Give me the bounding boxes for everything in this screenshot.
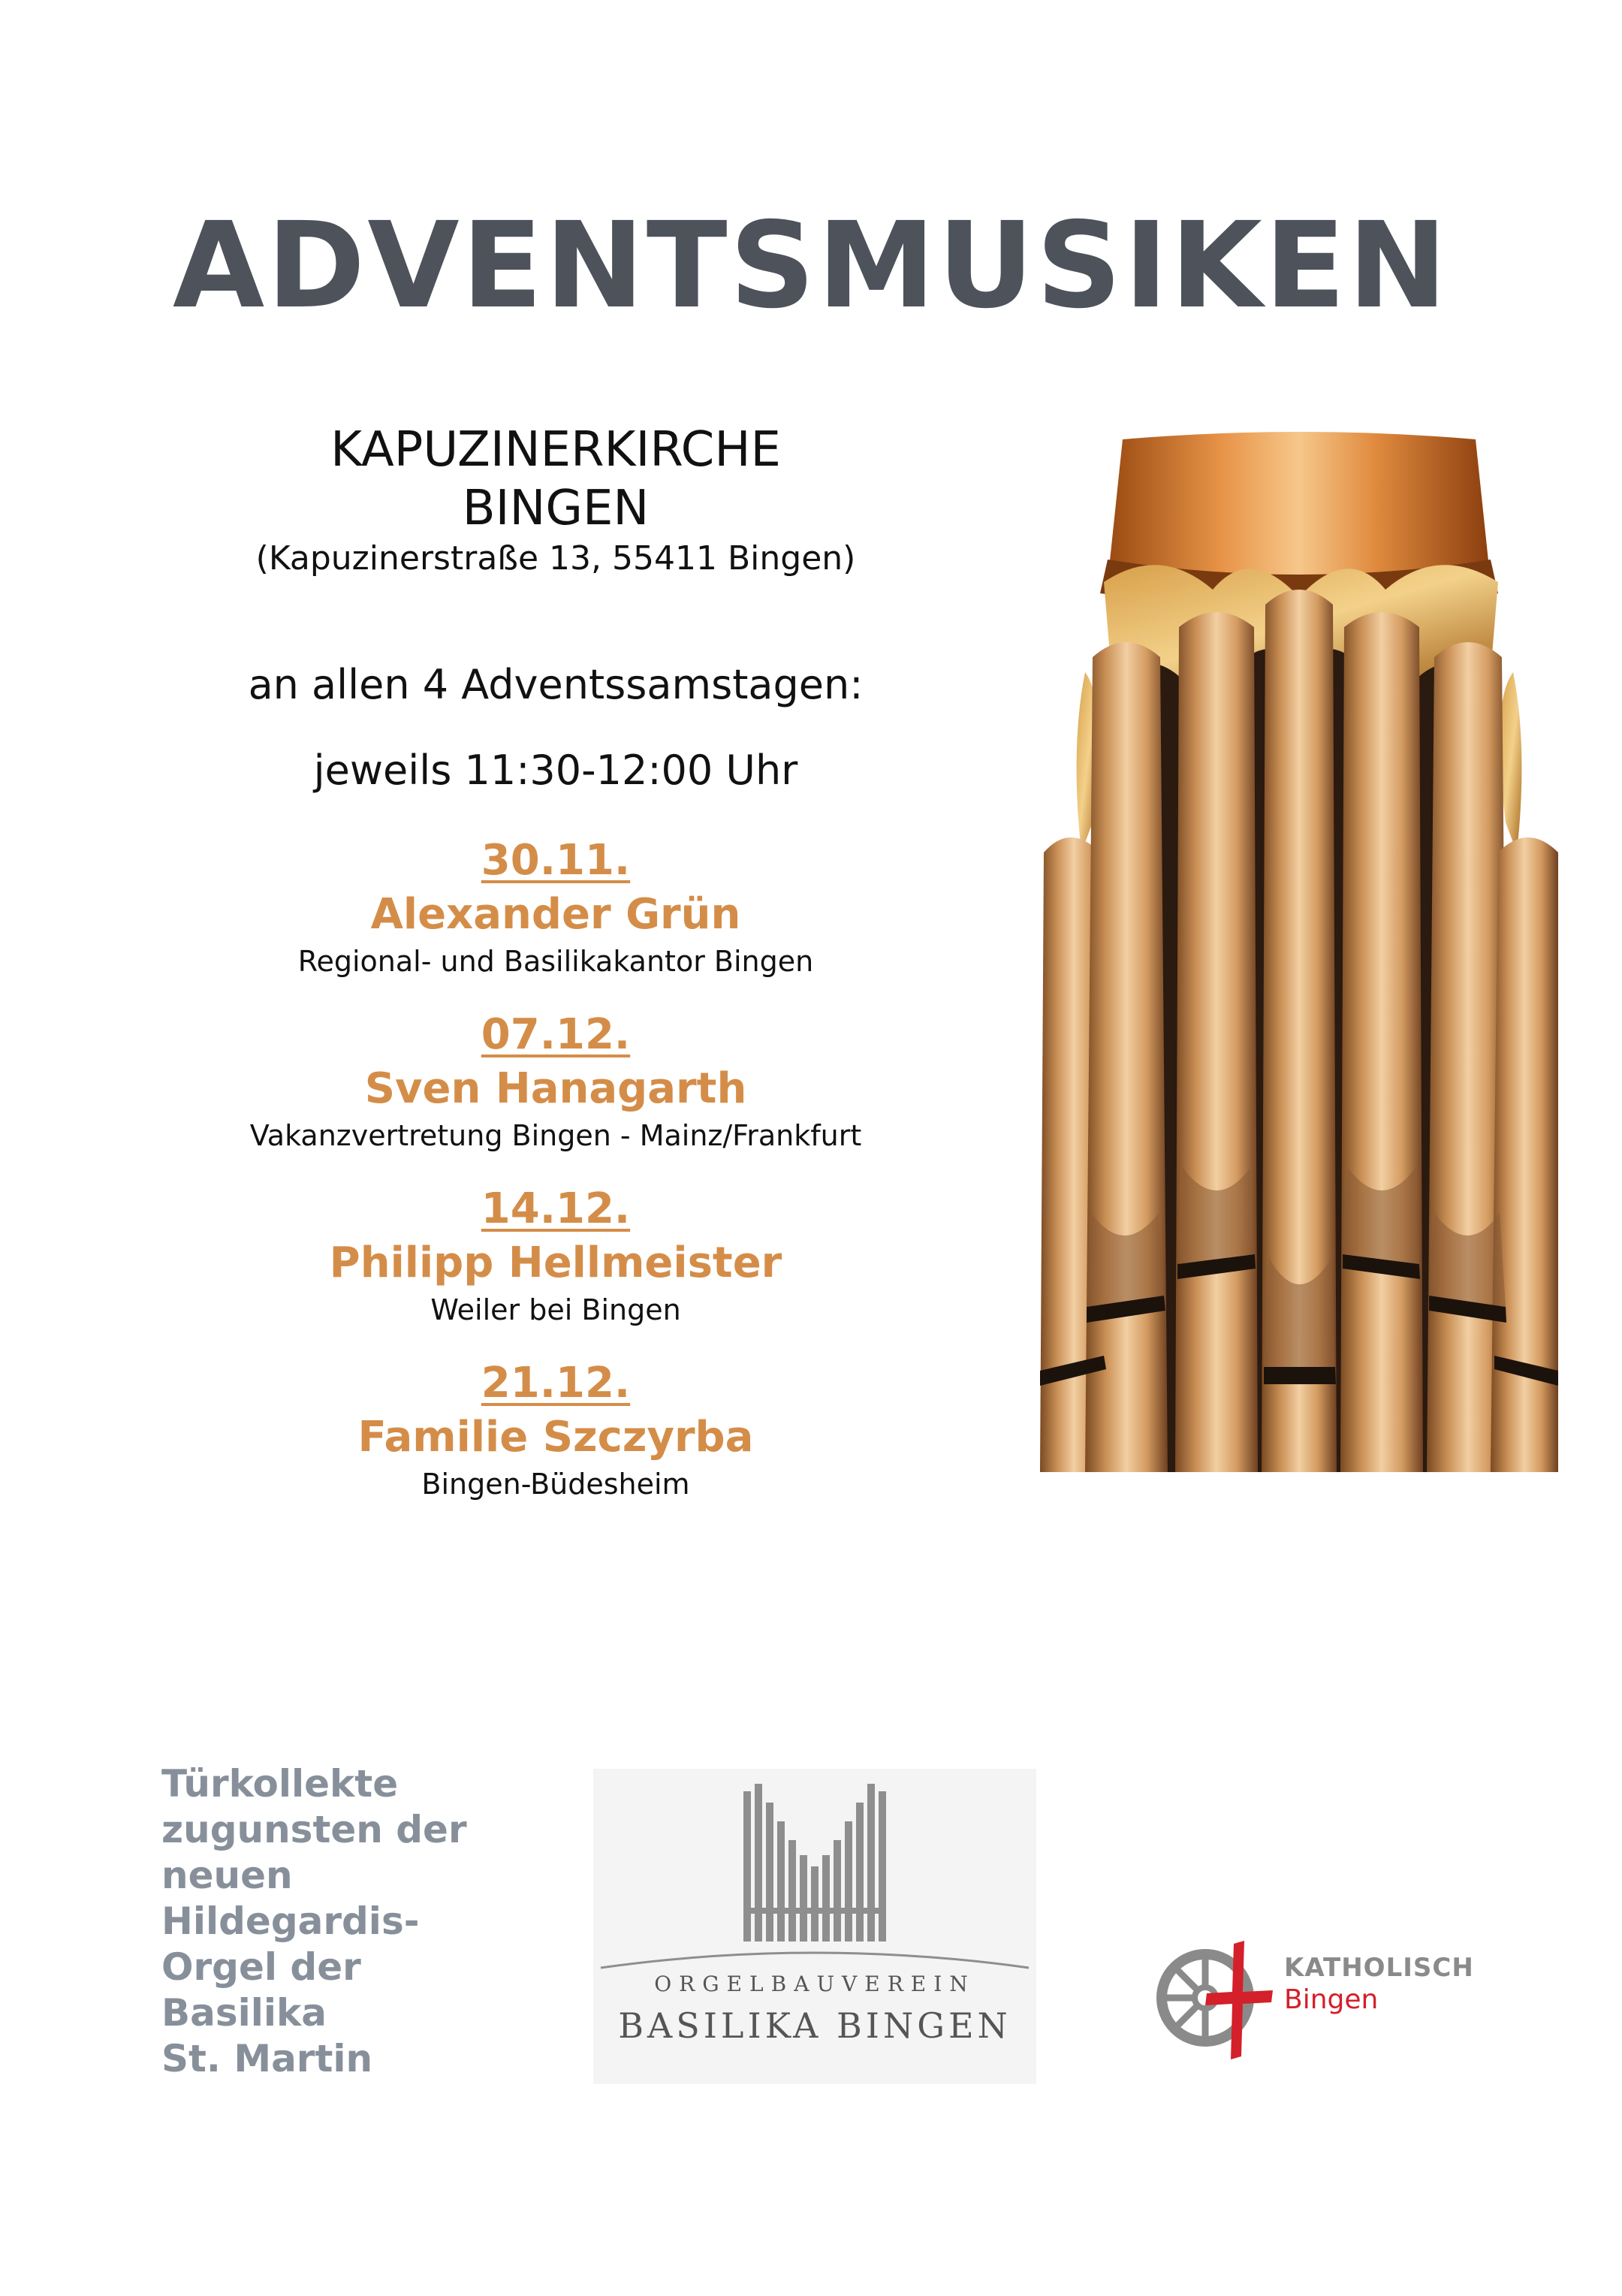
performer-name: Philipp Hellmeister — [329, 1239, 782, 1287]
wheel-cross-icon — [1145, 1930, 1280, 2065]
organ-pipes-image — [1040, 432, 1558, 1472]
collection-note-line: Basilika — [161, 1991, 327, 2035]
venue-city: BINGEN — [462, 481, 650, 536]
bingen-label: Bingen — [1284, 1984, 1379, 2015]
concert-list — [105, 834, 1006, 1531]
collection-note — [161, 1761, 552, 2082]
performer-role: Weiler bei Bingen — [430, 1293, 681, 1326]
concert-date: 21.12. — [481, 1359, 631, 1407]
concert-item — [105, 1182, 1006, 1356]
schedule-time: jeweils 11:30-12:00 Uhr — [313, 747, 798, 794]
performer-role: Bingen-Büdesheim — [421, 1468, 690, 1501]
performer-name: Familie Szczyrba — [357, 1413, 754, 1462]
concert-item — [105, 834, 1006, 1008]
venue-block — [105, 421, 1006, 581]
venue-address: (Kapuzinerstraße 13, 55411 Bingen) — [255, 539, 856, 578]
orgelbauverein-label: ORGELBAUVEREIN — [654, 1972, 975, 1996]
collection-note-line: zugunsten der — [161, 1808, 467, 1851]
venue-name: KAPUZINERKIRCHE — [330, 422, 781, 478]
concert-date: 14.12. — [481, 1184, 631, 1233]
collection-note-line: neuen — [161, 1854, 293, 1897]
collection-note-line: Orgel der — [161, 1945, 361, 1989]
concert-date: 07.12. — [481, 1010, 631, 1059]
basilika-bingen-label: BASILIKA BINGEN — [618, 2005, 1011, 2046]
concert-item — [105, 1356, 1006, 1531]
katholisch-label: KATHOLISCH — [1284, 1953, 1474, 1983]
performer-name: Sven Hanagarth — [364, 1064, 747, 1113]
collection-note-line: Hildegardis- — [161, 1899, 420, 1943]
performer-role: Regional- und Basilikakantor Bingen — [297, 945, 814, 978]
concert-item — [105, 1008, 1006, 1182]
performer-role: Vakanzvertretung Bingen - Mainz/Frankfurt — [249, 1119, 862, 1152]
katholisch-bingen-logo — [1145, 1930, 1491, 2065]
collection-note-line: St. Martin — [161, 2037, 373, 2080]
orgelbauverein-logo — [593, 1769, 1036, 2084]
schedule-intro: an allen 4 Adventssamstagen: — [248, 661, 864, 708]
collection-note-line: Türkollekte — [161, 1762, 399, 1806]
poster-title: ADVENTSMUSIKEN — [172, 197, 1450, 335]
concert-date: 30.11. — [481, 836, 631, 885]
performer-name: Alexander Grün — [370, 890, 741, 939]
